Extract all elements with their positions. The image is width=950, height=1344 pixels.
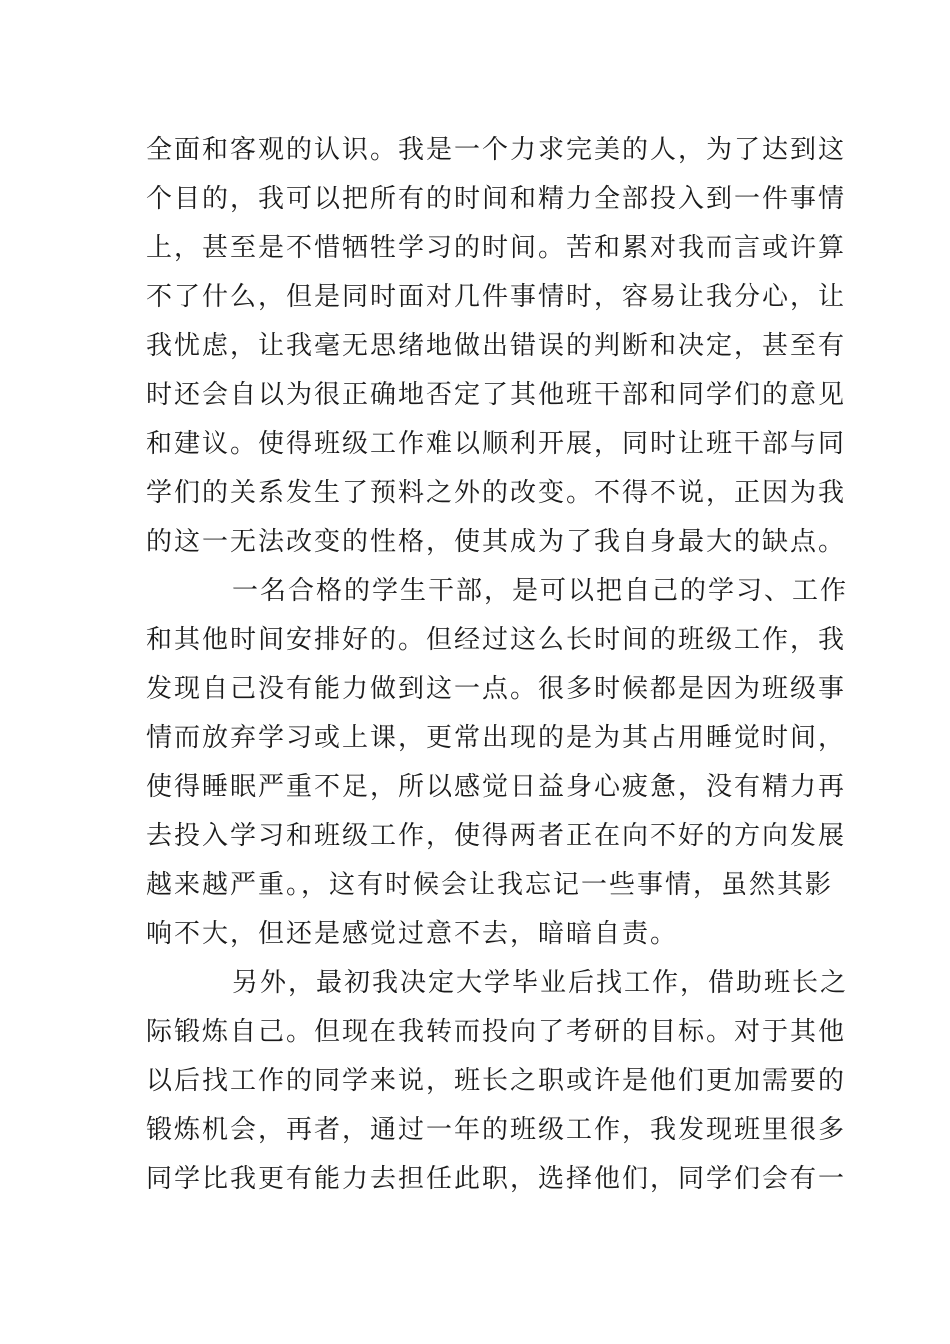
text-line: 个目的，我可以把所有的时间和精力全部投入到一件事情 xyxy=(146,184,847,214)
text-line: 时还会自以为很正确地否定了其他班干部和同学们的意见 xyxy=(146,380,847,410)
text-line: 使得睡眠严重不足，所以感觉日益身心疲惫，没有精力再 xyxy=(146,772,847,802)
text-line: 越来越严重。，这有时候会让我忘记一些事情，虽然其影 xyxy=(146,870,834,900)
text-line: 发现自己没有能力做到这一点。很多时候都是因为班级事 xyxy=(146,674,847,704)
text-line: 学们的关系发生了预料之外的改变。不得不说，正因为我 xyxy=(146,478,847,508)
text-line: 上，甚至是不惜牺牲学习的时间。苦和累对我而言或许算 xyxy=(146,233,847,263)
body-text xyxy=(146,126,849,1204)
text-line: 的这一无法改变的性格，使其成为了我自身最大的缺点。 xyxy=(146,527,847,557)
text-line: 以后找工作的同学来说，班长之职或许是他们更加需要的 xyxy=(146,1066,847,1096)
text-line: 情而放弃学习或上课，更常出现的是为其占用睡觉时间， xyxy=(146,723,847,753)
text-line: 锻炼机会，再者，通过一年的班级工作，我发现班里很多 xyxy=(146,1115,847,1145)
text-line: 不了什么，但是同时面对几件事情时，容易让我分心，让 xyxy=(146,282,847,312)
text-line: 际锻炼自己。但现在我转而投向了考研的目标。对于其他 xyxy=(146,1017,847,1047)
text-line: 我忧虑，让我毫无思绪地做出错误的判断和决定，甚至有 xyxy=(146,331,847,361)
text-line: 响不大，但还是感觉过意不去，暗暗自责。 xyxy=(146,919,679,949)
text-line: 同学比我更有能力去担任此职，选择他们，同学们会有一 xyxy=(146,1164,847,1194)
paragraph-first-line: 一名合格的学生干部，是可以把自己的学习、工作 xyxy=(232,576,849,606)
text-line: 和其他时间安排好的。但经过这么长时间的班级工作，我 xyxy=(146,625,847,655)
text-line: 全面和客观的认识。我是一个力求完美的人，为了达到这 xyxy=(146,135,847,165)
text-line: 和建议。使得班级工作难以顺利开展，同时让班干部与同 xyxy=(146,429,847,459)
text-line: 去投入学习和班级工作，使得两者正在向不好的方向发展 xyxy=(146,821,847,851)
paragraph-first-line: 另外，最初我决定大学毕业后找工作，借助班长之 xyxy=(232,968,849,998)
